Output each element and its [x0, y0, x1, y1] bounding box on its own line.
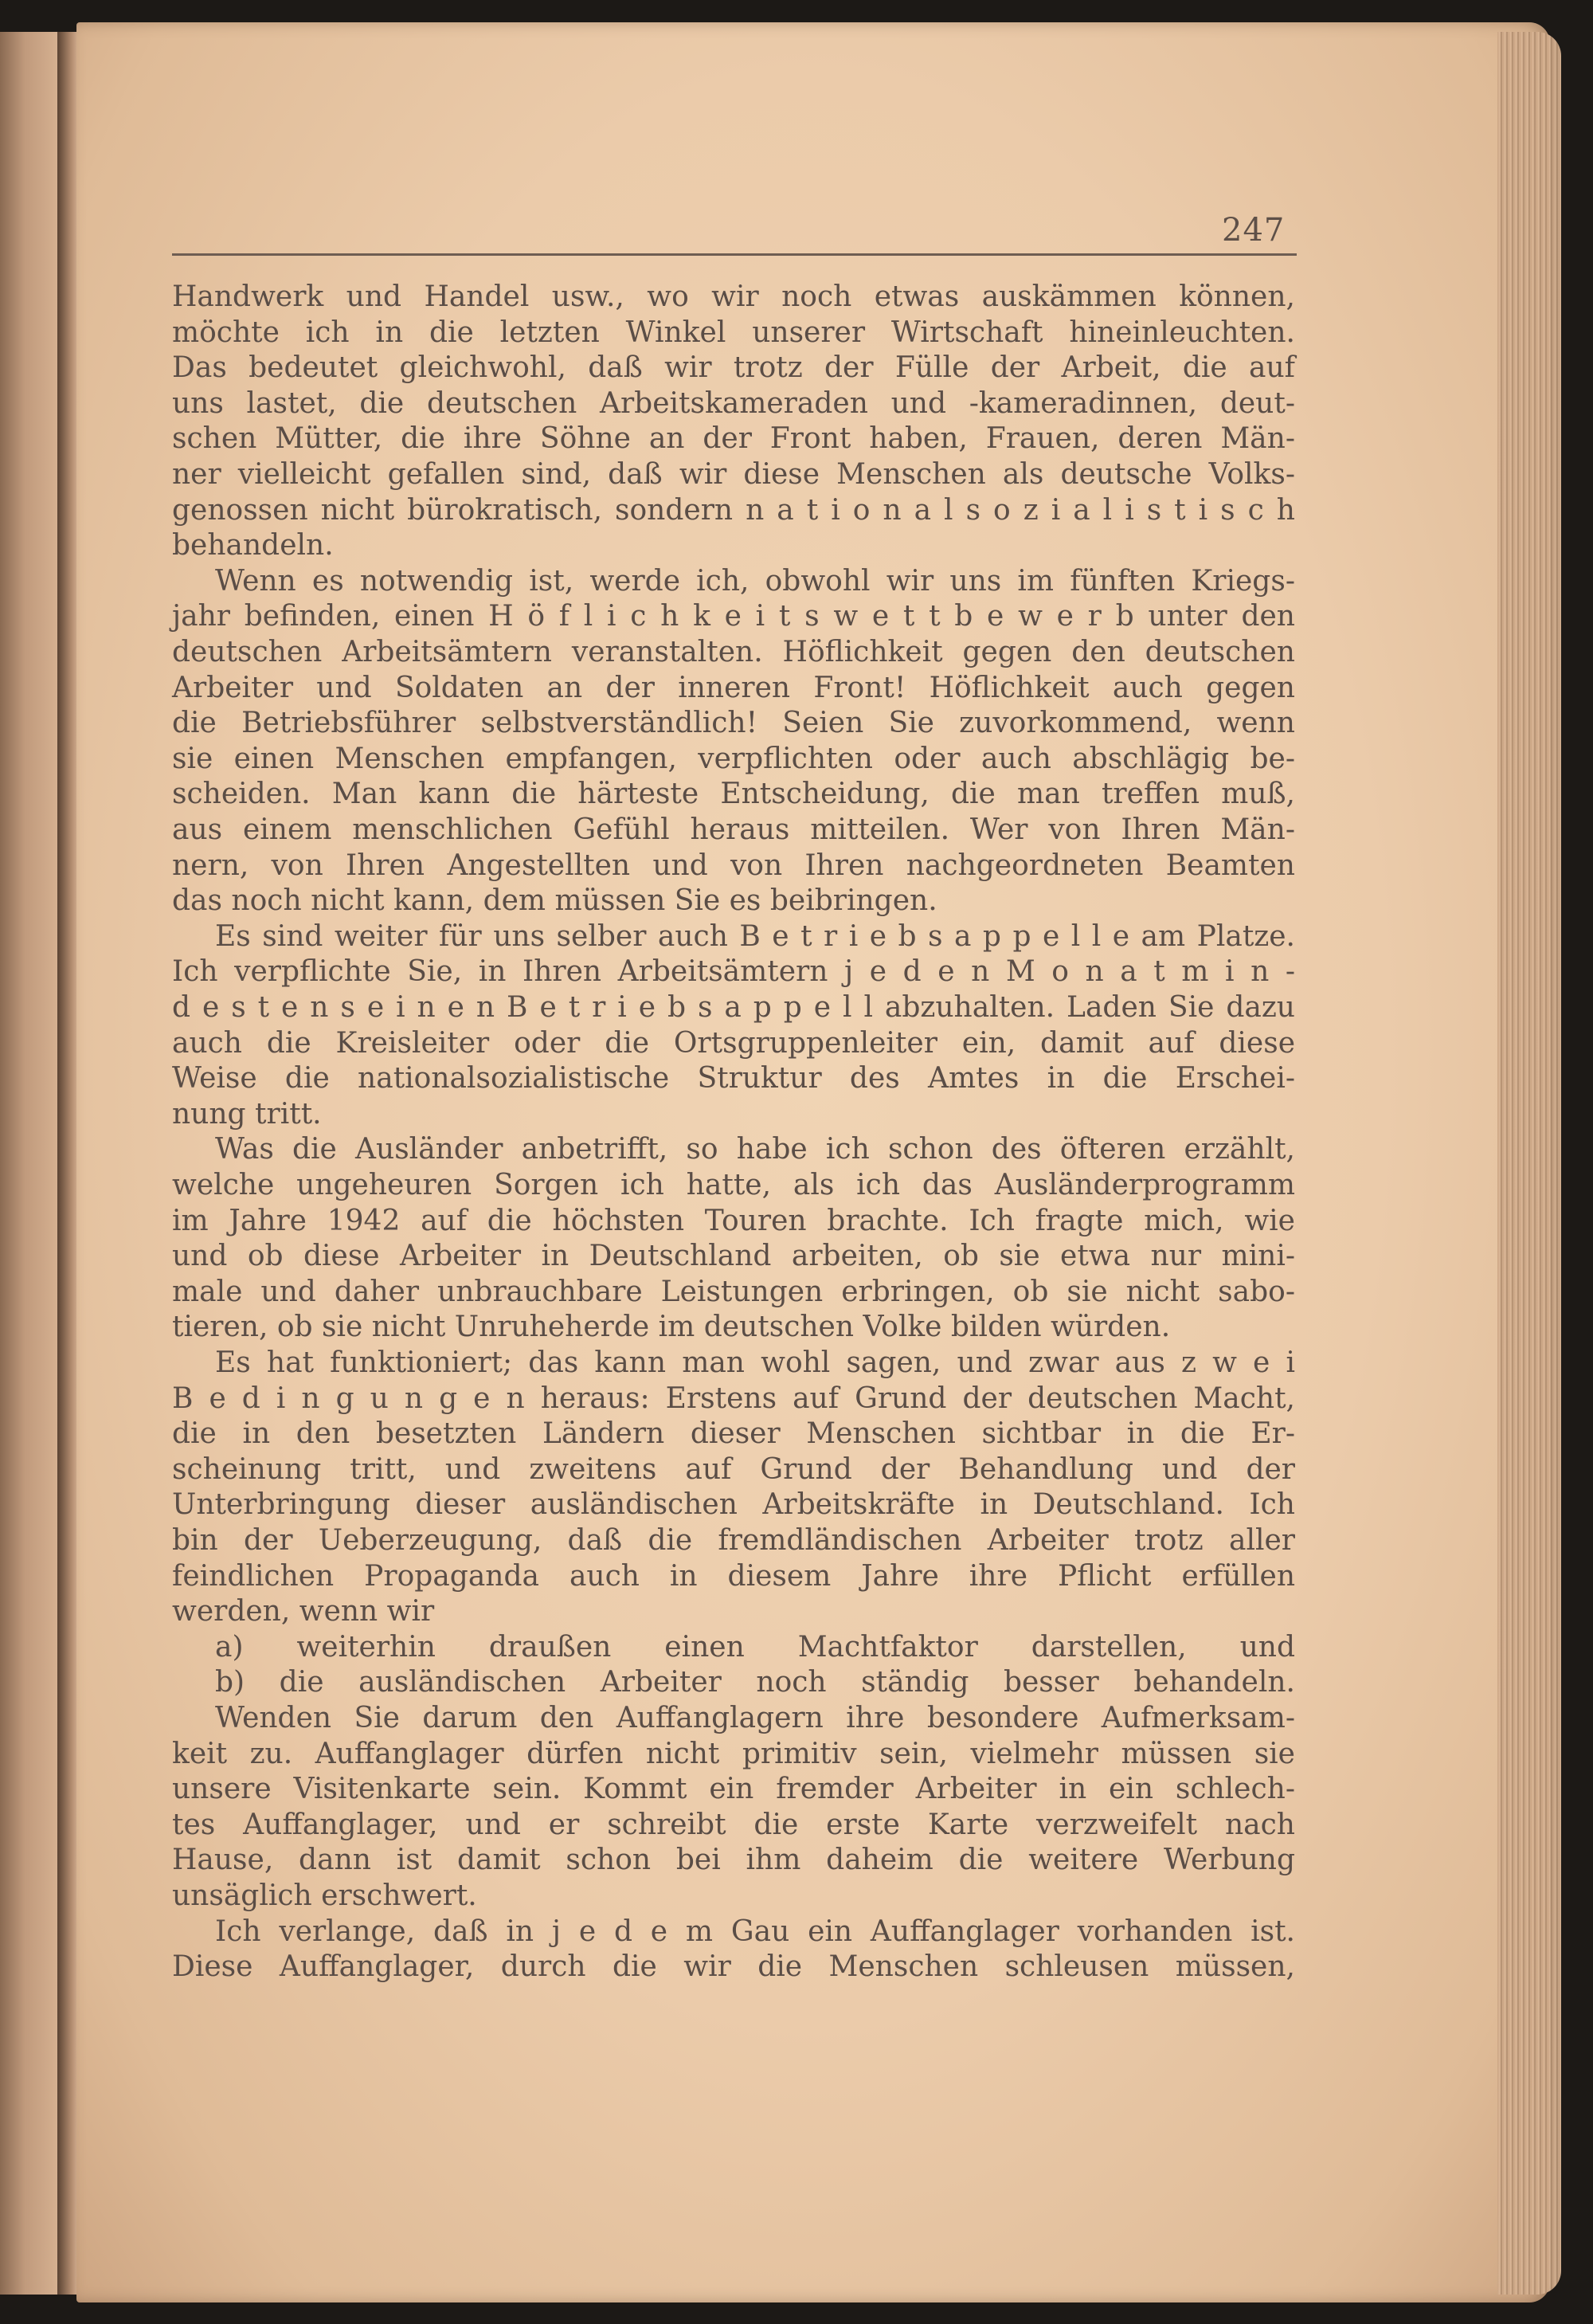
- text-line: feindlichen Propaganda auch in diesem Jahre ihre Pflicht erfüllen: [172, 1559, 1295, 1593]
- page-edges: [1497, 32, 1561, 2295]
- page-number: 247: [1222, 212, 1286, 249]
- text-line: nern, von Ihren Angestellten und von Ihren nachgeordneten Beamten: [172, 848, 1295, 882]
- text-line: B e d i n g u n g e n heraus: Erstens auf Grund der deutschen Macht,: [172, 1381, 1295, 1415]
- text-line: Arbeiter und Soldaten an der inneren Front! Höflichkeit auch gegen: [172, 671, 1295, 704]
- text-line: Wenn es notwendig ist, werde ich, obwohl wir uns im fünften Kriegs-: [215, 564, 1295, 598]
- text-line: im Jahre 1942 auf die höchsten Touren brachte. Ich fragte mich, wie: [172, 1204, 1295, 1237]
- text-line: nung tritt.: [172, 1097, 322, 1131]
- text-line: b) die ausländischen Arbeiter noch ständig besser behandeln.: [215, 1666, 1295, 1699]
- text-line: genossen nicht bürokratisch, sondern n a t i o n a l s o z i a l i s t i s c h: [172, 493, 1295, 527]
- text-line: das noch nicht kann, dem müssen Sie es beibringen.: [172, 884, 937, 918]
- text-line: Ich verlange, daß in j e d e m Gau ein Auffanglager vorhanden ist.: [215, 1914, 1295, 1948]
- text-line: scheiden. Man kann die härteste Entscheidung, die man treffen muß,: [172, 778, 1295, 811]
- text-line: unsäglich erschwert.: [172, 1879, 477, 1912]
- text-line: Was die Ausländer anbetrifft, so habe ich schon des öfteren erzählt,: [215, 1133, 1295, 1166]
- text-line: bin der Ueberzeugung, daß die fremdländischen Arbeiter trotz aller: [172, 1524, 1295, 1557]
- text-line: jahr befinden, einen H ö f l i c h k e i t s w e t t b e w e r b unter den: [172, 600, 1295, 633]
- text-line: Ich verpflichte Sie, in Ihren Arbeitsämtern j e d e n M o n a t m i n -: [172, 955, 1295, 989]
- text-line: aus einem menschlichen Gefühl heraus mitteilen. Wer von Ihren Män-: [172, 813, 1295, 846]
- text-line: die in den besetzten Ländern dieser Menschen sichtbar in die Er-: [172, 1417, 1295, 1451]
- text-line: schen Mütter, die ihre Söhne an der Front haben, Frauen, deren Män-: [172, 422, 1295, 456]
- text-line: keit zu. Auffanglager dürfen nicht primitiv sein, vielmehr müssen sie: [172, 1737, 1295, 1770]
- text-line: Diese Auffanglager, durch die wir die Menschen schleusen müssen,: [172, 1950, 1295, 1984]
- header-rule: [172, 253, 1297, 256]
- text-line: ner vielleicht gefallen sind, daß wir diese Menschen als deutsche Volks-: [172, 458, 1295, 491]
- text-line: unsere Visitenkarte sein. Kommt ein fremder Arbeiter in ein schlech-: [172, 1773, 1295, 1806]
- text-line: Handwerk und Handel usw., wo wir noch etwas auskämmen können,: [172, 280, 1295, 313]
- text-line: uns lastet, die deutschen Arbeitskameraden und -kameradinnen, deut-: [172, 386, 1295, 420]
- text-line: deutschen Arbeitsämtern veranstalten. Höflichkeit gegen den deutschen: [172, 636, 1295, 668]
- text-line: tes Auffanglager, und er schreibt die erste Karte verzweifelt nach: [172, 1808, 1295, 1841]
- text-line: Es sind weiter für uns selber auch B e t r i e b s a p p e l l e am Platze.: [215, 919, 1295, 953]
- text-line: welche ungeheuren Sorgen ich hatte, als ich das Ausländerprogramm: [172, 1169, 1295, 1201]
- text-line: Hause, dann ist damit schon bei ihm daheim die weitere Werbung: [172, 1844, 1295, 1877]
- text-line: auch die Kreisleiter oder die Ortsgruppenleiter ein, damit auf diese: [172, 1026, 1295, 1060]
- text-line: die Betriebsführer selbstverständlich! Seien Sie zuvorkommend, wenn: [172, 707, 1295, 740]
- left-page-edge: [0, 32, 62, 2295]
- text-line: a) weiterhin draußen einen Machtfaktor darstellen, und: [215, 1630, 1295, 1664]
- text-line: tieren, ob sie nicht Unruheherde im deutschen Volke bilden würden.: [172, 1311, 1171, 1344]
- text-line: und ob diese Arbeiter in Deutschland arbeiten, ob sie etwa nur mini-: [172, 1240, 1295, 1273]
- text-line: scheinung tritt, und zweitens auf Grund der Behandlung und der: [172, 1452, 1295, 1486]
- text-line: Wenden Sie darum den Auffanglagern ihre besondere Aufmerksam-: [215, 1702, 1295, 1734]
- text-line: male und daher unbrauchbare Leistungen erbringen, ob sie nicht sabo-: [172, 1275, 1295, 1308]
- text-line: Weise die nationalsozialistische Struktur des Amtes in die Erschei-: [172, 1062, 1295, 1095]
- text-line: sie einen Menschen empfangen, verpflichten oder auch abschlägig be-: [172, 742, 1295, 775]
- text-line: d e s t e n s e i n e n B e t r i e b s a p p e l l abzuhalten. Laden Sie dazu: [172, 991, 1295, 1024]
- text-line: Das bedeutet gleichwohl, daß wir trotz der Fülle der Arbeit, die auf: [172, 351, 1295, 385]
- text-line: möchte ich in die letzten Winkel unserer Wirtschaft hineinleuchten.: [172, 315, 1295, 349]
- text-line: behandeln.: [172, 529, 334, 562]
- text-line: Unterbringung dieser ausländischen Arbeitskräfte in Deutschland. Ich: [172, 1488, 1295, 1522]
- text-line: Es hat funktioniert; das kann man wohl sagen, und zwar aus z w e i: [215, 1346, 1295, 1379]
- text-line: werden, wenn wir: [172, 1595, 435, 1628]
